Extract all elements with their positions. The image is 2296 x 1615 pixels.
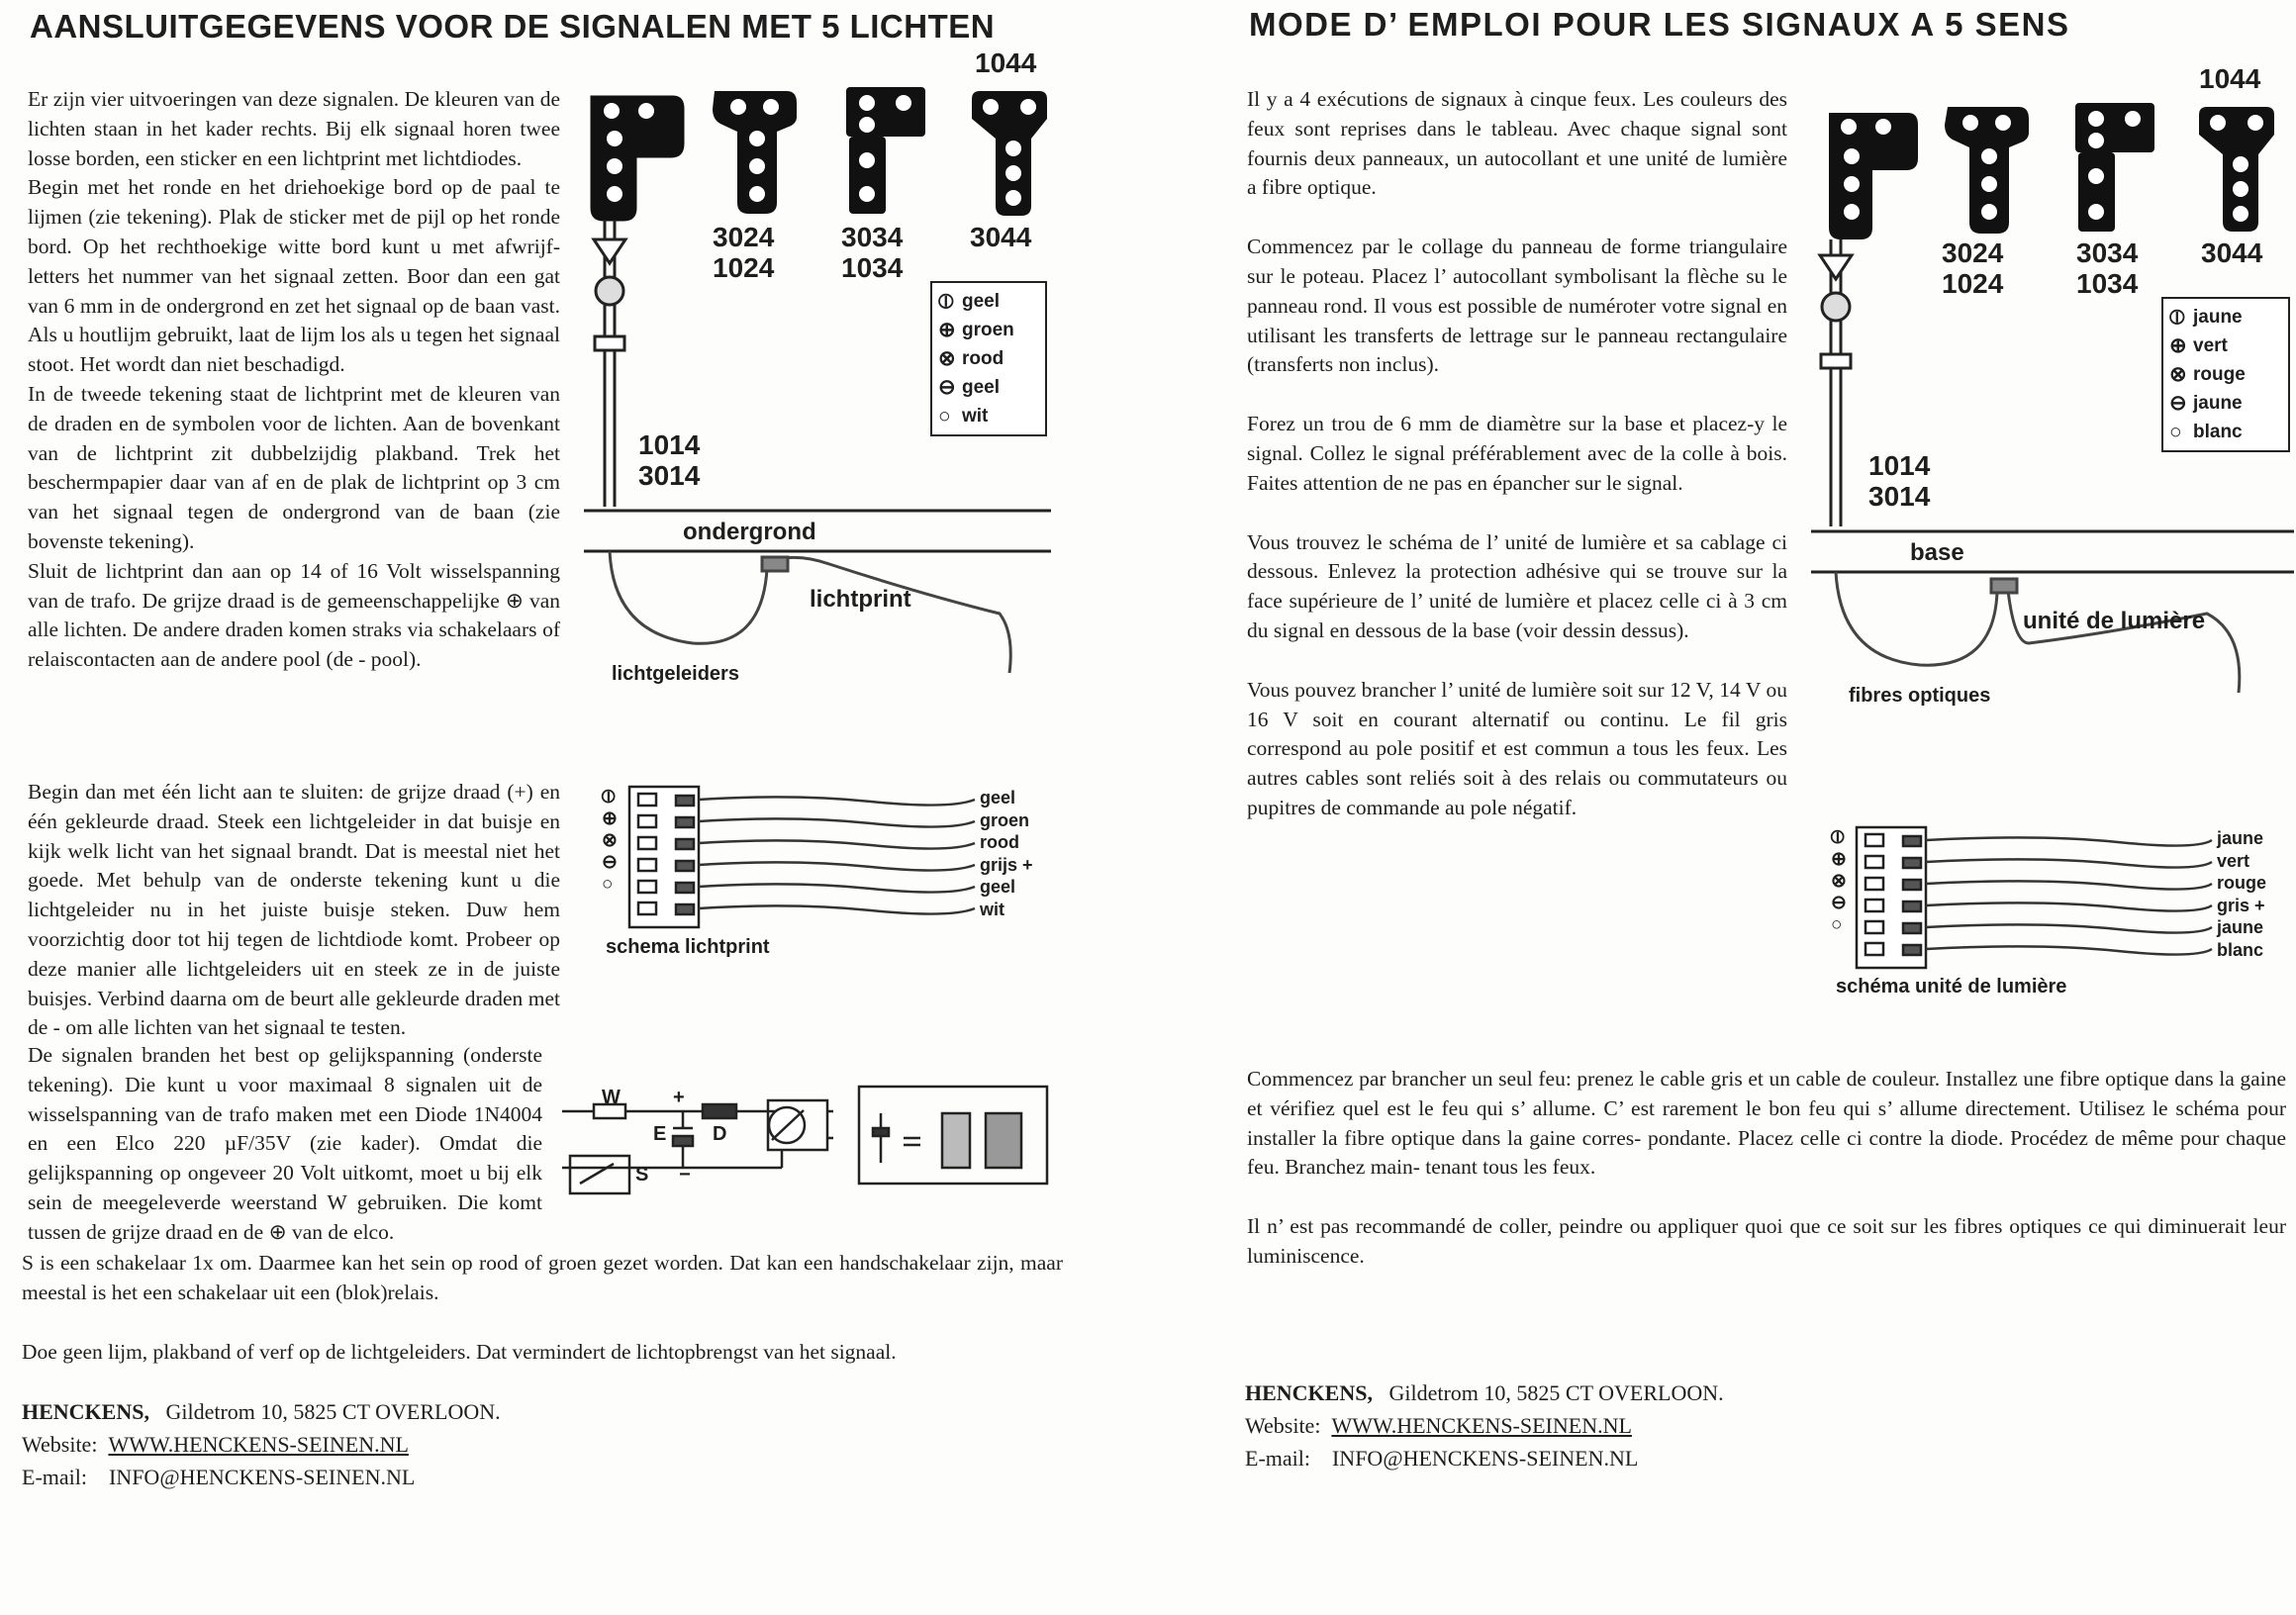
nl-paragraph-6: De signalen branden het best op gelijkspanning (onderste tekening). Die kunt u voor maximaal 8 signalen uit de wisselspanning van de trafo maken met een Diode 1N4004 en een Elco 220 µF/35V (zie kader). Omdat die gelijkspanning op ongeveer 20 Volt uitkomt, moet u bij elk sein de meegeleverde weerstand W gebruiken. Die komt tussen de grijze draad en de ⊕ van de elco. [28, 1043, 542, 1244]
fr-footer-email-line [1245, 1442, 1724, 1474]
nl-legend-label: wit [962, 405, 989, 427]
fr-models-b [2076, 238, 2138, 299]
lamp-symbol-icon: ⊗ [938, 347, 956, 370]
nl-signal-head-3 [846, 87, 925, 214]
nl-body-mid [28, 778, 560, 1043]
fr-model-1014: 1014 [1868, 450, 1931, 481]
fr-wire-label: jaune [2217, 917, 2264, 937]
nl-models-b [841, 222, 903, 283]
nl-model-3034: 3034 [841, 222, 904, 252]
nl-model-1024: 1024 [713, 252, 775, 283]
nl-legend-row [938, 344, 1039, 373]
fr-website-link[interactable]: WWW.HENCKENS-SEINEN.NL [1331, 1413, 1632, 1438]
nl-body-dc [28, 1041, 542, 1248]
nl-model-3014: 3014 [638, 460, 701, 491]
circuit-switch-label: S [635, 1164, 649, 1186]
nl-signal-pole [594, 220, 625, 507]
fr-legend-label: jaune [2193, 392, 2243, 414]
nl-email: INFO@HENCKENS-SEINEN.NL [108, 1465, 416, 1489]
lamp-symbol-icon: ⊕ [2169, 334, 2187, 357]
nl-legend-row [938, 316, 1039, 344]
fr-schema-label: schéma unité de lumière [1836, 976, 2067, 998]
nl-legend-row [938, 373, 1039, 402]
lamp-symbol-icon: ⊖ [602, 852, 618, 873]
nl-wire-colors [980, 787, 1033, 920]
lamp-symbol-icon: ○ [938, 404, 951, 428]
circuit-plus-label: + [673, 1087, 685, 1108]
nl-model-1044: 1044 [975, 48, 1037, 78]
fr-ground-label: base [1910, 539, 1964, 566]
lamp-symbol-icon: ⊕ [602, 808, 618, 829]
fr-wire-colors [2217, 827, 2266, 961]
fr-paragraph-4: Vous trouvez le schéma de l’ unité de lumière et sa cablage ci dessous. Enlevez la protection adhésive qui se trouve sur la face supérieure de l’ unité de lumière et placez celle ci à 3 cm du signal en dessous de la base (voir dessin dessus). [1247, 529, 1787, 642]
nl-model-3024: 3024 [713, 222, 775, 252]
fr-legend-label: jaune [2193, 306, 2243, 328]
lamp-symbol-icon: ⦶ [602, 787, 616, 808]
fr-paragraph-2: Commencez par le collage du panneau de forme triangulaire sur le poteau. Placez l’ autocollant symbolisant la flèche su le panneau rond. Il vous est possible de numéroter votre signal en utilisant les transferts de lettrage sur le panneau rectangulaire (transferts non inclus). [1247, 235, 1787, 377]
nl-schema-label: schema lichtprint [606, 936, 770, 958]
nl-paragraph-1: Er zijn vier uitvoeringen van deze signalen. De kleuren van de lichten staan in het kader rechts. Bij elk signaal horen twee losse borden, een sticker en een lichtprint met lichtdiodes. [28, 87, 560, 170]
fr-legend-row [2169, 418, 2282, 446]
fr-model-3014: 3014 [1868, 481, 1931, 512]
nl-legend-row [938, 402, 1039, 430]
fr-wire-label: gris + [2217, 895, 2265, 915]
nl-wire-label: groen [980, 809, 1030, 830]
nl-paragraph-8: Doe geen lijm, plakband of verf op de lichtgeleiders. Dat vermindert de lichtopbrengst van het signaal. [22, 1339, 897, 1364]
fr-signal-pole [1820, 239, 1852, 526]
circuit-diode-label: D [713, 1123, 727, 1145]
fr-paragraph-1: Il y a 4 exécutions de signaux à cinque feux. Les couleurs des feux sont reprises dans le tableau. Avec chaque signal sont fournis deux panneaux, un autocollant et une unité de lumière a fibre optique. [1247, 87, 1787, 200]
nl-paragraph-2: Begin met het ronde en het driehoekige bord op de paal te lijmen (zie tekening). Plak de sticker met de pijl op het ronde bord. Op het rechthoekige witte bord kunt u met afwrijf-letters het nummer van het signaal zetten. Boor dan een gat van 6 mm in de ondergrond en zet het signaal op de baan vast. Als u houtlijm gebruikt, laat de lijm los als u tegen het signaal stoot. Het wordt dan niet beschadigd. [28, 175, 560, 377]
lamp-symbol-icon: ⊕ [938, 319, 956, 341]
lamp-symbol-icon: ⦶ [938, 289, 954, 313]
nl-legend-label: rood [962, 347, 1004, 369]
lamp-symbol-icon: ⊗ [1831, 871, 1847, 892]
nl-lichtprint-board [629, 787, 699, 927]
nl-paragraph-4: Sluit de lichtprint dan aan op 14 of 16 Volt wisselspanning van de trafo. De grijze draad is de gemeenschappelijke ⊕ van alle lichten. De andere draden komen straks via schakelaars of relaiscontacten aan de andere pool (de - pool). [28, 558, 560, 672]
nl-footer-address-line [22, 1395, 501, 1428]
fr-website-label: Website: [1245, 1413, 1321, 1438]
lamp-symbol-icon: ⦶ [2169, 305, 2185, 329]
nl-website-link[interactable]: WWW.HENCKENS-SEINEN.NL [108, 1432, 409, 1457]
lamp-symbol-icon: ⊖ [2169, 392, 2187, 415]
lamp-symbol-icon: ⊖ [1831, 893, 1847, 913]
nl-models-pole [638, 429, 700, 491]
fr-legend-label: rouge [2193, 363, 2246, 385]
fr-paragraph-5: Vous pouvez brancher l’ unité de lumière soit sur 12 V, 14 V ou 16 V soit en courant alternatif ou continu. Le fil gris correspond au pole positif et est commun a tous les feux. Les autres cables sont reliés soit à des relais ou commutateurs ou pupitres de commande au pole négatif. [1247, 677, 1787, 819]
nl-footer [22, 1395, 501, 1493]
fr-wire-label: jaune [2217, 828, 2264, 848]
lamp-symbol-icon: ⊗ [2169, 363, 2187, 386]
fr-footer-web-line [1245, 1409, 1724, 1442]
fr-email: INFO@HENCKENS-SEINEN.NL [1331, 1446, 1639, 1471]
fr-legend-label: blanc [2193, 421, 2243, 442]
nl-print-label: lichtprint [810, 586, 911, 613]
nl-legend-label: geel [962, 376, 1001, 398]
nl-model-3044: 3044 [970, 222, 1032, 252]
fr-paragraph-7: Il n’ est pas recommandé de coller, peindre ou appliquer quoi que ce soit sur les fibres optiques ce qui diminuerait leur luminiscence. [1247, 1214, 2286, 1268]
nl-footer-web-line [22, 1428, 501, 1461]
nl-address: Gildetrom 10, 5825 CT OVERLOON. [165, 1399, 501, 1424]
fr-wire-label: vert [2217, 850, 2250, 871]
nl-wire-label: grijs + [980, 854, 1033, 875]
circuit-elco-label: E [653, 1123, 667, 1145]
fr-email-label: E-mail: [1245, 1446, 1310, 1471]
fr-legend-row [2169, 360, 2282, 389]
fr-company: HENCKENS, [1245, 1380, 1373, 1405]
nl-footer-email-line [22, 1461, 501, 1493]
fr-wire-label: rouge [2217, 873, 2267, 893]
fr-models-pole [1868, 450, 1930, 512]
lamp-symbol-icon: ○ [2169, 420, 2182, 443]
fr-unit-label: unité de lumière [2023, 608, 2206, 634]
lamp-symbol-icon: ⊖ [938, 376, 956, 399]
nl-paragraph-5: Begin dan met één licht aan te sluiten: de grijze draad (+) en één gekleurde draad. Steek een lichtgeleider in dat buisje en kijk welk licht van het signaal brandt. Dat is meestal niet het goede. Met behulp van de onderste tekening kunt u die lichtgeleider nu in het juiste buisje steken. Duw hem voorzichtig door tot hij tegen de lichtdiode komt. Probeer op deze manier alle lichtgeleiders uit en steek ze in de juiste buisjes. Verbind daarna om de beurt alle gekleurde draden met de - om alle lichten van het signaal te testen. [28, 780, 560, 1040]
nl-legend-label: geel [962, 290, 1001, 312]
nl-wire-label: rood [980, 832, 1019, 852]
fr-footer [1245, 1377, 1724, 1474]
fr-ground-line [1811, 531, 2294, 572]
nl-lichtprint-wires [699, 797, 975, 913]
nl-ground-line [584, 511, 1051, 551]
fr-unit-board [1857, 827, 1926, 968]
nl-wire-label: geel [980, 877, 1016, 897]
nl-legend-label: groen [962, 319, 1014, 340]
fr-body-top [1247, 85, 1787, 823]
nl-ground-label: ondergrond [683, 519, 816, 545]
lamp-symbol-icon: ⊗ [602, 830, 618, 851]
fr-legend-row [2169, 389, 2282, 418]
nl-wire-label: wit [980, 899, 1004, 919]
fr-model-1024: 1024 [1942, 268, 2004, 299]
nl-models-a [713, 222, 774, 283]
fr-address: Gildetrom 10, 5825 CT OVERLOON. [1388, 1380, 1724, 1405]
fr-model-3034: 3034 [2076, 238, 2139, 268]
nl-fibers-label: lichtgeleiders [612, 663, 739, 685]
nl-body-bottom [22, 1249, 1063, 1367]
nl-paragraph-3: In de tweede tekening staat de lichtprint met de kleuren van de draden en de symbolen voor de lichten. Aan de bovenkant van de lichtprint zit dubbelzijdig plakband. Trek het beschermpapier daar van af en de plak de lichtprint op 3 cm van het signaal tegen de ondergrond van de baan (zie bovenste tekening). [28, 381, 560, 553]
lamp-symbol-icon: ⊕ [1831, 849, 1847, 870]
lamp-symbol-icon: ○ [602, 874, 614, 895]
fr-legend-label: vert [2193, 334, 2228, 356]
fr-title: MODE D’ EMPLOI POUR LES SIGNAUX A 5 SENS [1249, 6, 2070, 43]
nl-title: AANSLUITGEGEVENS VOOR DE SIGNALEN MET 5 LICHTEN [30, 8, 996, 45]
fr-signal-head-3 [2075, 103, 2154, 232]
nl-email-label: E-mail: [22, 1465, 87, 1489]
fr-model-1034: 1034 [2076, 268, 2139, 299]
fr-lamp-symbols [1831, 827, 1847, 936]
fr-signal-head-1 [1829, 113, 1918, 239]
fr-legend-row [2169, 303, 2282, 332]
nl-legend-row [938, 287, 1039, 316]
fr-paragraph-6: Commencez par brancher un seul feu: prenez le cable gris et un cable de couleur. Installez une fibre optique dans la gaine et vérifiez quel est le feu qui s’ allume. C’ est rarement le bon feu qui s’ allume directement. Utilisez le schéma pour installer la fibre optique dans la gaine corres- pondante. Placez celle ci contre la diode. Procédez de même pour chaque feu. Branchez main- tenant tous les feux. [1247, 1067, 2286, 1180]
fr-models-a [1942, 238, 2003, 299]
fr-model-3044: 3044 [2201, 238, 2263, 268]
lamp-symbol-icon: ⦶ [1831, 827, 1845, 848]
nl-wire-label: geel [980, 788, 1016, 808]
nl-paragraph-7: S is een schakelaar 1x om. Daarmee kan het sein op rood of groen gezet worden. Dat kan een handschakelaar zijn, maar meestal is het een schakelaar uit een (blok)relais. [22, 1251, 1063, 1304]
nl-lamp-symbols [602, 787, 618, 896]
nl-model-1014: 1014 [638, 429, 701, 460]
nl-color-legend [930, 281, 1047, 436]
nl-website-label: Website: [22, 1432, 98, 1457]
nl-body-top [28, 85, 560, 675]
fr-footer-address-line [1245, 1377, 1724, 1409]
fr-model-3024: 3024 [1942, 238, 2004, 268]
nl-company: HENCKENS, [22, 1399, 149, 1424]
fr-legend-row [2169, 332, 2282, 360]
circuit-minus-label: − [679, 1164, 691, 1186]
fr-fibers-label: fibres optiques [1849, 685, 1991, 707]
fr-body-bottom [1247, 1065, 2286, 1272]
nl-model-1034: 1034 [841, 252, 904, 283]
fr-wire-label: blanc [2217, 939, 2264, 960]
lamp-symbol-icon: ○ [1831, 914, 1843, 935]
fr-model-1044: 1044 [2199, 63, 2261, 94]
fr-unit-wires [1926, 837, 2212, 954]
circuit-resistor-label: W [602, 1087, 621, 1108]
fr-paragraph-3: Forez un trou de 6 mm de diamètre sur la base et placez-y le signal. Collez le signal préférablement avec de la colle à bois. Faites attention de ne pas en épancher sur le signal. [1247, 412, 1787, 495]
fr-color-legend [2161, 297, 2290, 452]
